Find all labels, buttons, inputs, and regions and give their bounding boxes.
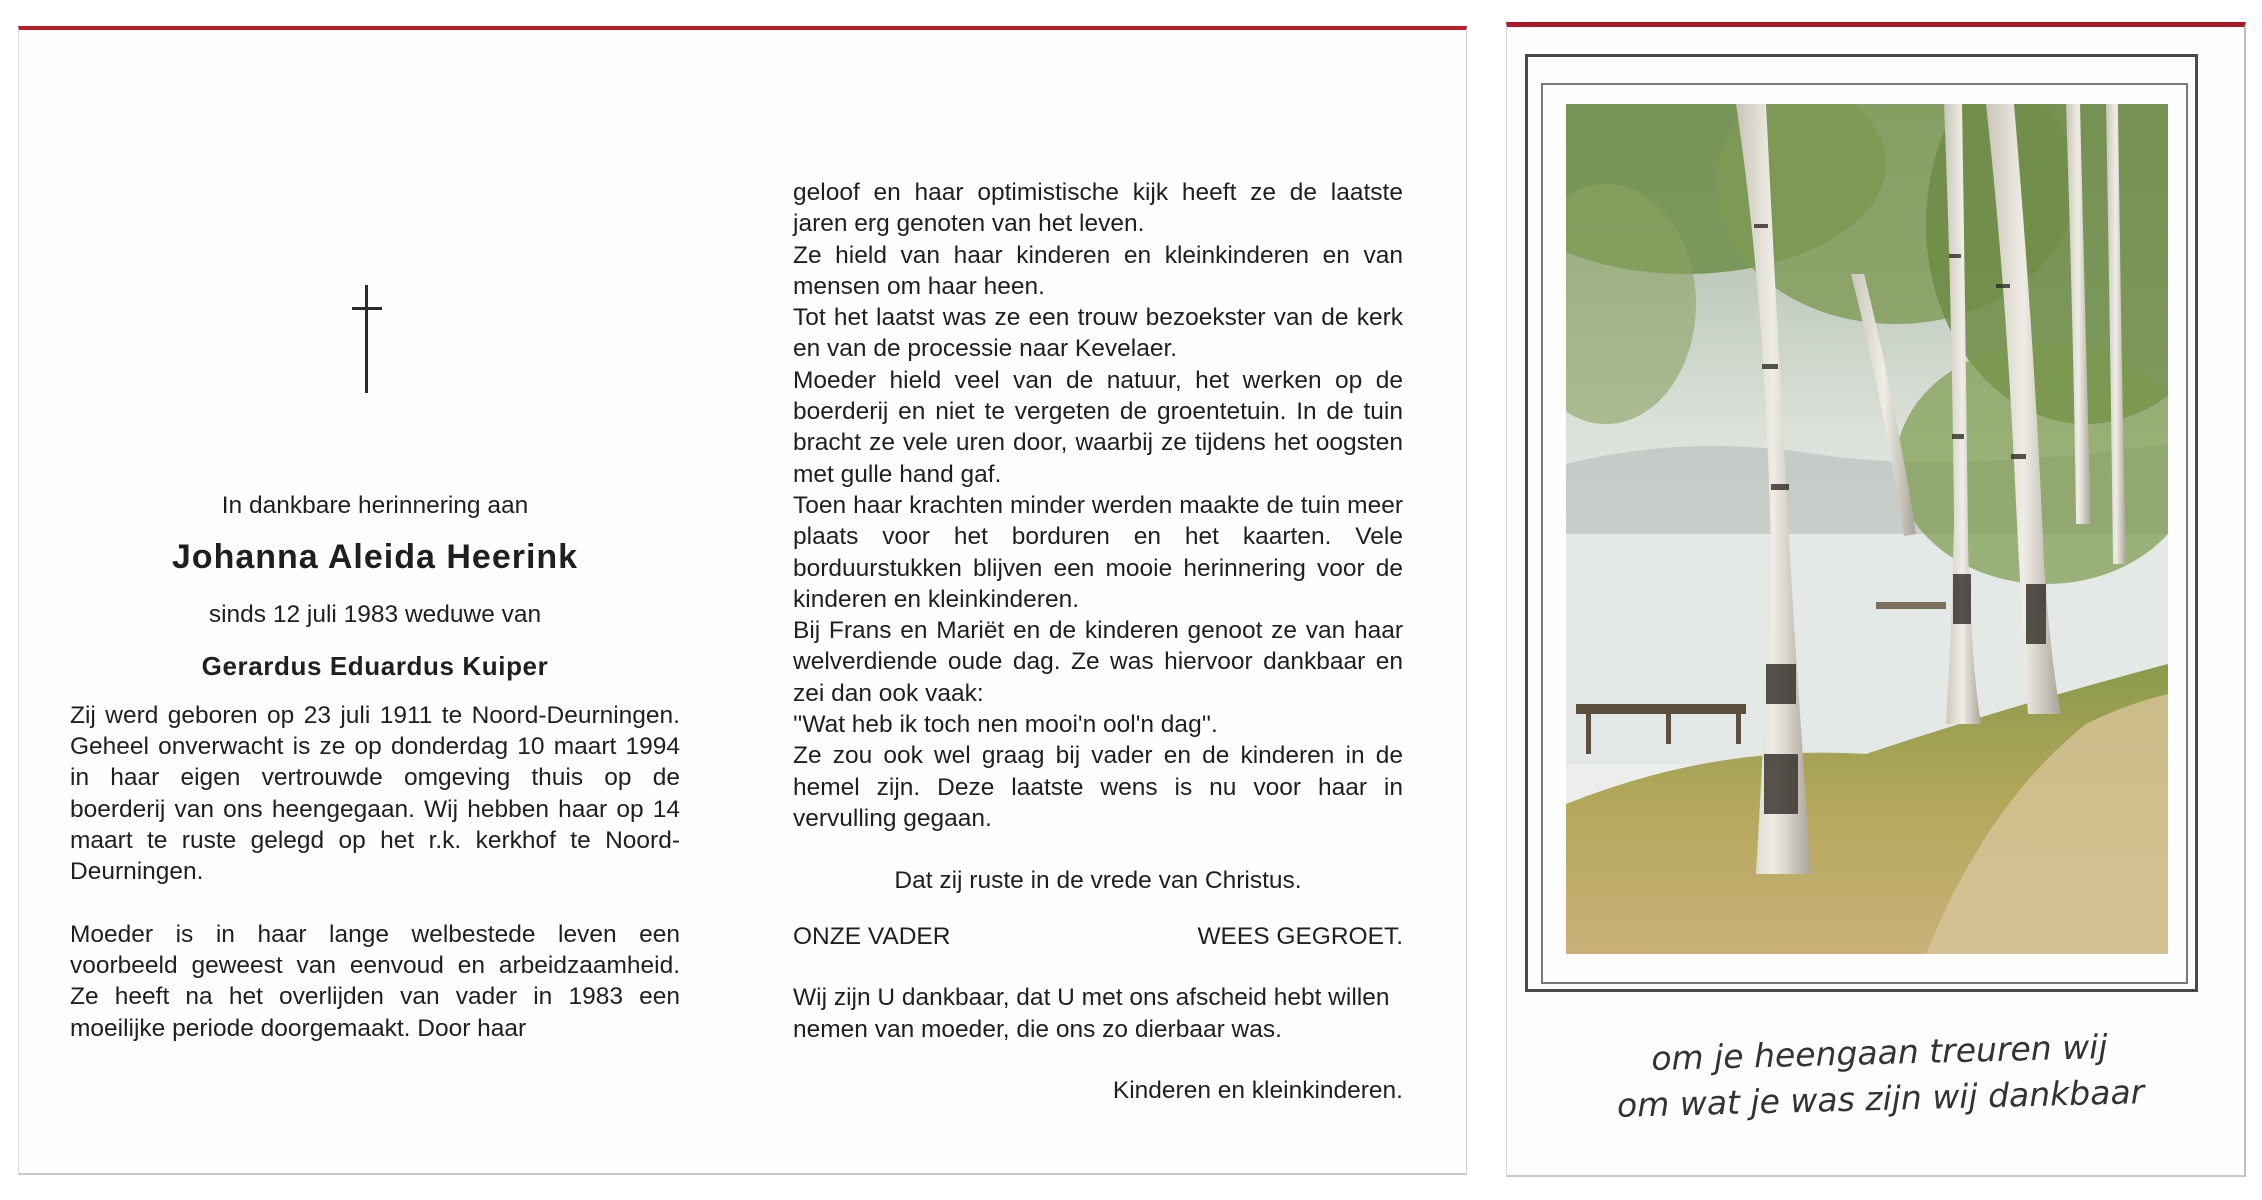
paragraph-embroidery: Toen haar krachten minder werden maakte de tuin meer plaats voor het borduren en het kaarten. Vele borduurstukken blijven een mooie herinnering voor de kinderen en kleinkinderen.	[793, 491, 1403, 613]
paragraph-old-age: Bij Frans en Mariët en de kinderen genoot ze van haar welverdiende oude dag. Ze was hiervoor dankbaar en zei dan ook vaak:	[793, 617, 1403, 707]
paragraph-nature: Moeder hield veel van de natuur, het werken op de boerderij en niet te vergeten de groentetuin. In de tuin bracht ze vele uren door, waarbij ze tijdens het oogsten met gulle hand gaf.	[793, 366, 1403, 488]
caption-line-1: om je heengaan treuren wij	[1650, 1027, 2108, 1078]
rest-in-peace-line: Dat zij ruste in de vrede van Christus.	[894, 867, 1302, 895]
intro-line: In dankbare herinnering aan	[221, 492, 529, 519]
paragraph-faith: geloof en haar optimistische kijk heeft ze de laatste jaren erg genoten van het leven.	[793, 179, 1403, 238]
dialect-quote: ''Wat heb ik toch nen mooi'n ool'n dag''.	[793, 711, 1218, 739]
left-text-column	[70, 490, 680, 1044]
paragraph-church: Tot het laatst was ze een trouw bezoekster van de kerk en van de processie naar Kevelaer.	[793, 304, 1403, 363]
prayers-row	[793, 921, 1403, 952]
biography-paragraph-1: Zij werd geboren op 23 juli 1911 te Noord-Deurningen. Geheel onverwacht is ze op donderdag 10 maart 1994 in haar eigen vertrouwde omgeving thuis op de boerderij van ons heengegaan. Wij hebben haar op 14 maart te ruste gelegd op het r.k. kerkhof te Noord-Deurningen.	[70, 701, 680, 886]
paragraph-heaven: Ze zou ook wel graag bij vader en de kinderen in de hemel zijn. Deze laatste wens is nu voor haar in vervulling gegaan.	[793, 742, 1403, 832]
paragraph-family: Ze hield van haar kinderen en kleinkinderen en van mensen om haar heen.	[793, 241, 1403, 300]
prayer-our-father: ONZE VADER	[793, 923, 951, 951]
thanks-paragraph: Wij zijn U dankbaar, dat U met ons afscheid hebt willen nemen van moeder, die ons zo dierbaar was.	[793, 984, 1390, 1043]
cross-icon	[352, 285, 382, 393]
memorial-caption	[1559, 1022, 2201, 1131]
deceased-name: Johanna Aleida Heerink	[171, 538, 579, 577]
caption-line-2: om wat je was zijn wij dankbaar	[1616, 1072, 2145, 1125]
prayer-hail-mary: WEES GEGROET.	[1197, 923, 1403, 951]
biography-paragraph-2: Moeder is in haar lange welbestede leven een voorbeeld geweest van eenvoud en arbeidzaamheid. Ze heeft na het overlijden van vader in 1983 een moeilijke periode doorgemaakt. Door haar	[70, 920, 680, 1042]
birch-lake-photo	[1566, 104, 2168, 954]
right-text-column	[793, 177, 1403, 1131]
signature-line: Kinderen en kleinkinderen.	[1112, 1076, 1403, 1104]
widow-line: sinds 12 juli 1983 weduwe van	[208, 601, 542, 629]
husband-name: Gerardus Eduardus Kuiper	[201, 650, 549, 681]
